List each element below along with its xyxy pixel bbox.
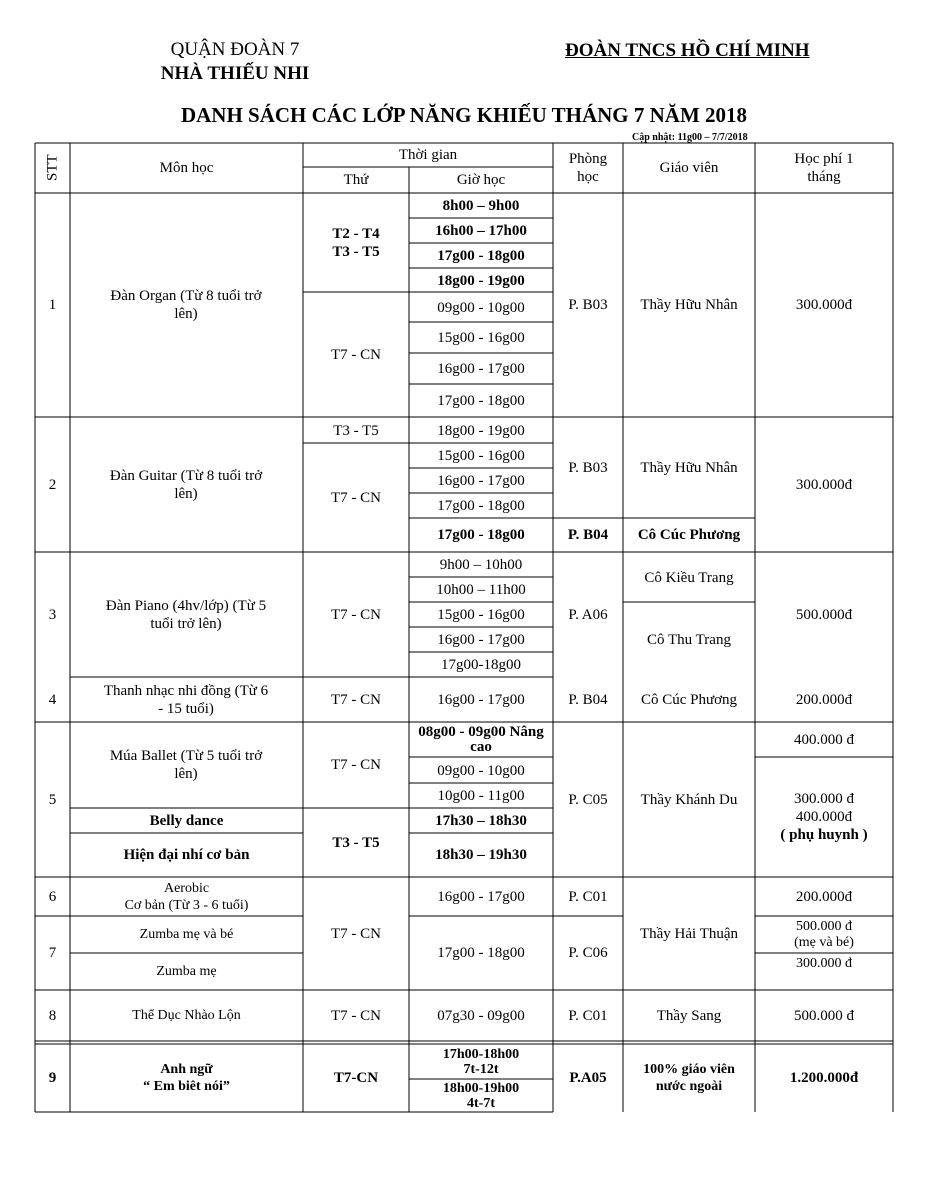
row1-day-b: T7 - CN — [331, 346, 381, 363]
row9-hours-b — [410, 1080, 552, 1112]
row7-fee-b: 300.000 đ — [796, 956, 852, 971]
row2-hours-1: 18g00 - 19g00 — [437, 422, 525, 439]
row5-fee-b — [756, 758, 892, 876]
row7-hours: 17g00 - 18g00 — [437, 945, 525, 961]
row3-fee: 500.000đ — [795, 606, 853, 623]
row1-day-a: T2 - T4 T3 - T5 — [332, 226, 380, 260]
row3-subject: Đàn Piano (4hv/lớp) (Từ 5 tuổi trở lên) — [105, 597, 267, 632]
row7-subject-b: Zumba mẹ — [156, 963, 217, 979]
row5-fee-b-child: 300.000 đ — [794, 791, 854, 807]
row1-hours-1: 8h00 – 9h00 — [442, 198, 520, 214]
row7-stt: 7 — [48, 945, 57, 961]
col-header-teacher: Giáo viên — [659, 160, 719, 176]
row9-subject — [71, 1045, 302, 1111]
row9-hours-a — [410, 1045, 552, 1079]
row9-hours-a-time: 17h00-18h00 — [442, 1047, 520, 1062]
row2-room-b: P. B04 — [567, 527, 609, 543]
row9-hours-a-age: 7t-12t — [463, 1062, 499, 1077]
row5-hours-b2: 18h30 – 19h30 — [435, 847, 527, 863]
row8-room: P. C01 — [568, 1008, 608, 1024]
col-header-day: Thứ — [343, 172, 369, 188]
row2-day-b: T7 - CN — [331, 489, 381, 506]
row5-modern-dance: Hiện đại nhí cơ bản — [123, 847, 250, 863]
row2-day-a: T3 - T5 — [333, 422, 379, 439]
row2-hours-5: 17g00 - 18g00 — [437, 527, 525, 543]
row9-stt: 9 — [48, 1070, 57, 1086]
row8-teacher: Thầy Sang — [656, 1008, 722, 1024]
row8-day: T7 - CN — [331, 1008, 381, 1024]
row4-fee: 200.000đ — [795, 691, 853, 708]
row5-stt: 5 — [48, 791, 57, 808]
row1-hours-3: 17g00 - 18g00 — [437, 248, 525, 264]
row7-day: T7 - CN — [331, 925, 381, 942]
row2-hours-3: 16g00 - 17g00 — [437, 473, 525, 489]
row2-subject: Đàn Guitar (Từ 8 tuổi trở lên) — [109, 467, 263, 502]
row9-teacher — [624, 1045, 754, 1111]
row7-fee-a-note: (mẹ và bé) — [794, 935, 854, 950]
row5-fee-b-parent: 400.000đ — [795, 809, 853, 825]
row9-room: P.A05 — [569, 1070, 607, 1086]
row3-teacher-b: Cô Thu Trang — [647, 632, 731, 648]
row4-teacher: Cô Cúc Phương — [640, 691, 738, 708]
row3-teacher-a: Cô Kiều Trang — [644, 569, 734, 586]
row8-hours: 07g30 - 09g00 — [437, 1008, 525, 1024]
col-header-stt: STT — [44, 154, 61, 182]
row9-teacher-line1: 100% giáo viên — [643, 1062, 735, 1077]
updated-note: Cập nhật: 11g00 – 7/7/2018 — [632, 132, 748, 143]
col-header-subject: Môn học — [159, 160, 214, 176]
col-header-room: Phòng học — [568, 151, 608, 185]
row9-subject-name: Anh ngữ — [160, 1062, 213, 1077]
row5-fee-b-note: ( phụ huynh ) — [780, 827, 868, 843]
row4-day: T7 - CN — [331, 691, 381, 708]
union-name: ĐOÀN TNCS HỒ CHÍ MINH — [565, 40, 810, 61]
row4-hours: 16g00 - 17g00 — [437, 691, 525, 708]
row1-stt: 1 — [48, 297, 57, 313]
row2-hours-2: 15g00 - 16g00 — [437, 448, 525, 464]
row5-teacher: Thầy Khánh Du — [640, 791, 738, 808]
row7-fee-a — [756, 917, 892, 953]
row1-hours-2: 16h00 – 17h00 — [435, 223, 527, 239]
row1-hours-5: 09g00 - 10g00 — [437, 299, 525, 316]
row1-hours-6: 15g00 - 16g00 — [437, 330, 525, 346]
row2-hours-4: 17g00 - 18g00 — [437, 498, 525, 514]
page-title: DANH SÁCH CÁC LỚP NĂNG KHIẾU THÁNG 7 NĂM 2018 — [180, 103, 748, 127]
row4-stt: 4 — [48, 691, 57, 708]
col-header-hours: Giờ học — [456, 172, 506, 188]
row9-hours-b-time: 18h00-19h00 — [442, 1081, 520, 1096]
row6-subject-name: Aerobic — [163, 881, 210, 896]
row6-subject — [71, 878, 302, 916]
row7-room: P. C06 — [568, 945, 608, 961]
row2-teacher-b: Cô Cúc Phương — [637, 527, 741, 543]
row1-subject: Đàn Organ (Từ 8 tuổi trở lên) — [110, 288, 262, 322]
row1-fee: 300.000đ — [795, 297, 853, 313]
row7-fee-a-amount: 500.000 đ — [796, 919, 852, 934]
row2-stt: 2 — [48, 476, 57, 493]
row3-room: P. A06 — [568, 606, 608, 623]
col-header-fee: Học phí 1 tháng — [794, 151, 854, 185]
row3-hours-2: 10h00 – 11h00 — [436, 582, 526, 598]
org-subname: NHÀ THIẾU NHI — [160, 63, 310, 84]
row6-stt: 6 — [48, 889, 57, 905]
row9-hours-b-age: 4t-7t — [467, 1096, 495, 1111]
row1-room: P. B03 — [568, 297, 608, 313]
row8-stt: 8 — [48, 1008, 57, 1024]
row5-hours-3: 10g00 - 11g00 — [437, 788, 525, 804]
row2-teacher: Thầy Hữu Nhân — [640, 460, 738, 476]
row5-hours-1: 08g00 - 09g00 Nâng cao — [418, 724, 544, 755]
row3-stt: 3 — [48, 606, 57, 623]
row1-hours-4: 18g00 - 19g00 — [437, 272, 525, 289]
row1-hours-8: 17g00 - 18g00 — [437, 392, 525, 409]
row6-subject-level: Cơ bản (Từ 3 - 6 tuổi) — [124, 898, 249, 913]
row7-subject-a: Zumba mẹ và bé — [139, 927, 234, 942]
row8-subject: Thể Dục Nhào Lộn — [132, 1008, 241, 1023]
row9-teacher-line2: nước ngoài — [655, 1079, 723, 1094]
row6-room: P. C01 — [568, 889, 608, 905]
org-name: QUẬN ĐOÀN 7 — [170, 39, 300, 60]
row7-teacher: Thầy Hải Thuận — [639, 925, 739, 942]
row9-day: T7-CN — [333, 1070, 379, 1086]
row8-fee: 500.000 đ — [794, 1008, 854, 1024]
row5-room: P. C05 — [568, 791, 608, 808]
row1-hours-7: 16g00 - 17g00 — [437, 361, 525, 377]
row5-hours-b1: 17h30 – 18h30 — [435, 813, 527, 829]
row5-subject: Múa Ballet (Từ 5 tuổi trở lên) — [109, 748, 263, 782]
row2-fee: 300.000đ — [795, 476, 853, 493]
row5-belly-dance: Belly dance — [149, 813, 224, 829]
row4-room: P. B04 — [568, 691, 608, 708]
row3-hours-1: 9h00 – 10h00 — [439, 557, 523, 573]
row9-subject-program: “ Em biêt nói” — [143, 1079, 230, 1094]
row4-subject: Thanh nhạc nhi đồng (Từ 6 - 15 tuổi) — [103, 682, 269, 717]
row9-fee: 1.200.000đ — [789, 1070, 859, 1086]
row3-hours-5: 17g00-18g00 — [441, 657, 521, 673]
row5-fee-a: 400.000 đ — [794, 732, 854, 748]
row5-day: T7 - CN — [331, 757, 381, 773]
col-header-time: Thời gian — [398, 147, 458, 163]
row6-hours: 16g00 - 17g00 — [437, 889, 525, 905]
row3-day: T7 - CN — [331, 606, 381, 623]
row5-day-b: T3 - T5 — [332, 834, 380, 851]
row5-hours-2: 09g00 - 10g00 — [437, 762, 525, 779]
row3-hours-4: 16g00 - 17g00 — [437, 632, 525, 648]
row2-room: P. B03 — [568, 460, 608, 476]
row6-fee: 200.000đ — [795, 889, 853, 905]
row1-teacher: Thầy Hữu Nhân — [640, 297, 738, 313]
row3-hours-3: 15g00 - 16g00 — [437, 607, 525, 623]
